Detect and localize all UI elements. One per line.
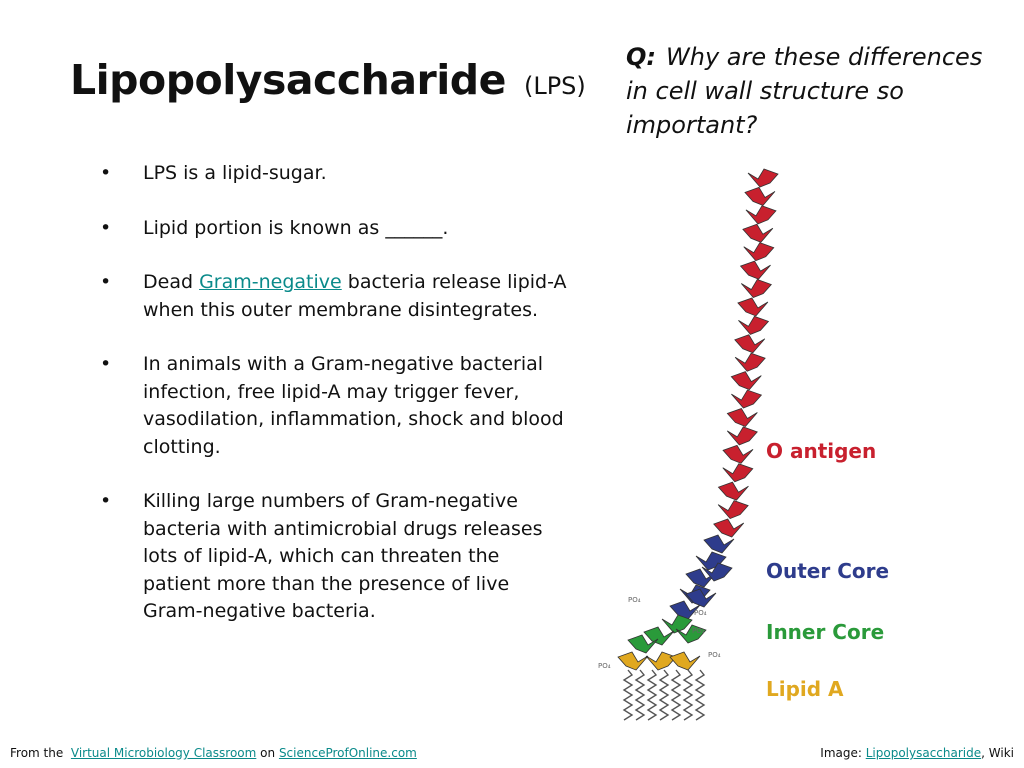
question-label: Q: [626, 43, 656, 71]
footer-on: on [260, 746, 276, 760]
title-main: Lipopolysaccharide [70, 56, 506, 104]
bullet-list [100, 160, 570, 653]
bullet-item [100, 351, 570, 461]
fatty-acid-chain [696, 670, 704, 720]
bullet-dot: • [100, 271, 112, 293]
o-antigen-sugar-unit [731, 372, 761, 390]
fatty-acid-chain [660, 670, 668, 720]
lipopolysaccharide-wiki-link[interactable]: Lipopolysaccharide [865, 746, 982, 760]
footer-source [10, 746, 417, 760]
image-credit-prefix: Image: [820, 746, 862, 760]
title-abbreviation: (LPS) [523, 72, 586, 100]
bullet-text: LPS is a lipid-sugar. [143, 162, 327, 184]
bullet-text: Lipid portion is known as ______. [143, 216, 449, 239]
bullet-text-pre: Dead [143, 271, 200, 293]
label-outer-core: Outer Core [766, 559, 890, 583]
bullet-item [100, 160, 570, 188]
gram-negative-link[interactable]: Gram-negative [199, 271, 342, 293]
fatty-acid-chain [636, 670, 644, 720]
bullet-text: In animals with a Gram-negative bacterial infection, free lipid-A may trigger fever, vasodilation, inflammation, shock and blood clotting. [143, 353, 564, 458]
o-antigen-sugar-unit [745, 187, 775, 205]
o-antigen-sugar-unit [743, 224, 773, 242]
footer-image-credit [820, 746, 1014, 760]
o-antigen-sugar-unit [735, 353, 765, 371]
question-box [626, 40, 996, 142]
fatty-acid-chain [684, 670, 692, 720]
o-antigen-sugar-unit [727, 408, 757, 426]
fatty-acid-chain [624, 670, 632, 720]
o-antigen-sugar-unit [735, 335, 765, 353]
bullet-dot: • [100, 216, 112, 239]
image-credit-suffix: , Wiki [981, 746, 1014, 760]
lipid-a-backbone [618, 652, 648, 670]
o-antigen-sugar-unit [741, 261, 771, 279]
o-antigen-sugar-unit [738, 298, 768, 316]
fatty-acid-chain [672, 670, 680, 720]
phosphate-label: PO₄ [598, 662, 611, 670]
fatty-acid-chain [648, 670, 656, 720]
o-antigen-sugar-unit [744, 243, 774, 261]
o-antigen-sugar-unit [731, 390, 761, 408]
label-inner-core: Inner Core [766, 620, 885, 644]
bullet-item [100, 269, 570, 324]
o-antigen-sugar-unit [723, 445, 753, 463]
question-text: Why are these differences in cell wall structure so important? [626, 43, 983, 139]
o-antigen-sugar-unit [741, 280, 771, 298]
inner-core-sugar-unit [644, 627, 674, 645]
lipid-a-backbone [670, 652, 700, 670]
bullet-dot: • [100, 353, 112, 375]
lps-diagram [590, 165, 920, 730]
phosphate-label: PO₄ [694, 609, 707, 617]
label-lipid-a: Lipid A [766, 677, 844, 701]
outer-core-sugar-unit [686, 589, 716, 607]
bullet-dot: • [100, 162, 112, 184]
phosphate-label: PO₄ [692, 627, 705, 635]
lipid-a-backbone [646, 652, 676, 670]
bullet-text-post: bacteria release lipid-A when this outer membrane disintegrates. [143, 271, 567, 321]
scienceprofonline-link[interactable]: ScienceProfOnline.com [278, 746, 417, 760]
bullet-item [100, 215, 570, 243]
o-antigen-sugar-unit [748, 169, 778, 187]
o-antigen-sugar-unit [746, 206, 776, 224]
bullet-dot: • [100, 490, 112, 512]
slide-title [70, 56, 586, 104]
footer-prefix: From the [10, 746, 64, 760]
o-antigen-sugar-unit [714, 519, 744, 537]
phosphate-label: PO₄ [708, 651, 721, 659]
virtual-microbiology-classroom-link[interactable]: Virtual Microbiology Classroom [70, 746, 257, 760]
bullet-item [100, 488, 570, 626]
label-o-antigen: O antigen [766, 439, 877, 463]
phosphate-label: PO₄ [628, 596, 641, 604]
o-antigen-sugar-unit [738, 316, 768, 334]
bullet-text: Killing large numbers of Gram-negative bacteria with antimicrobial drugs releases lots of lipid-A, which can threaten the patient more than the presence of live Gram-negative bacteria. [143, 490, 543, 622]
outer-core-sugar-unit [704, 535, 734, 553]
o-antigen-sugar-unit [718, 482, 748, 500]
o-antigen-sugar-unit [718, 501, 748, 519]
o-antigen-sugar-unit [727, 427, 757, 445]
o-antigen-sugar-unit [723, 464, 753, 482]
